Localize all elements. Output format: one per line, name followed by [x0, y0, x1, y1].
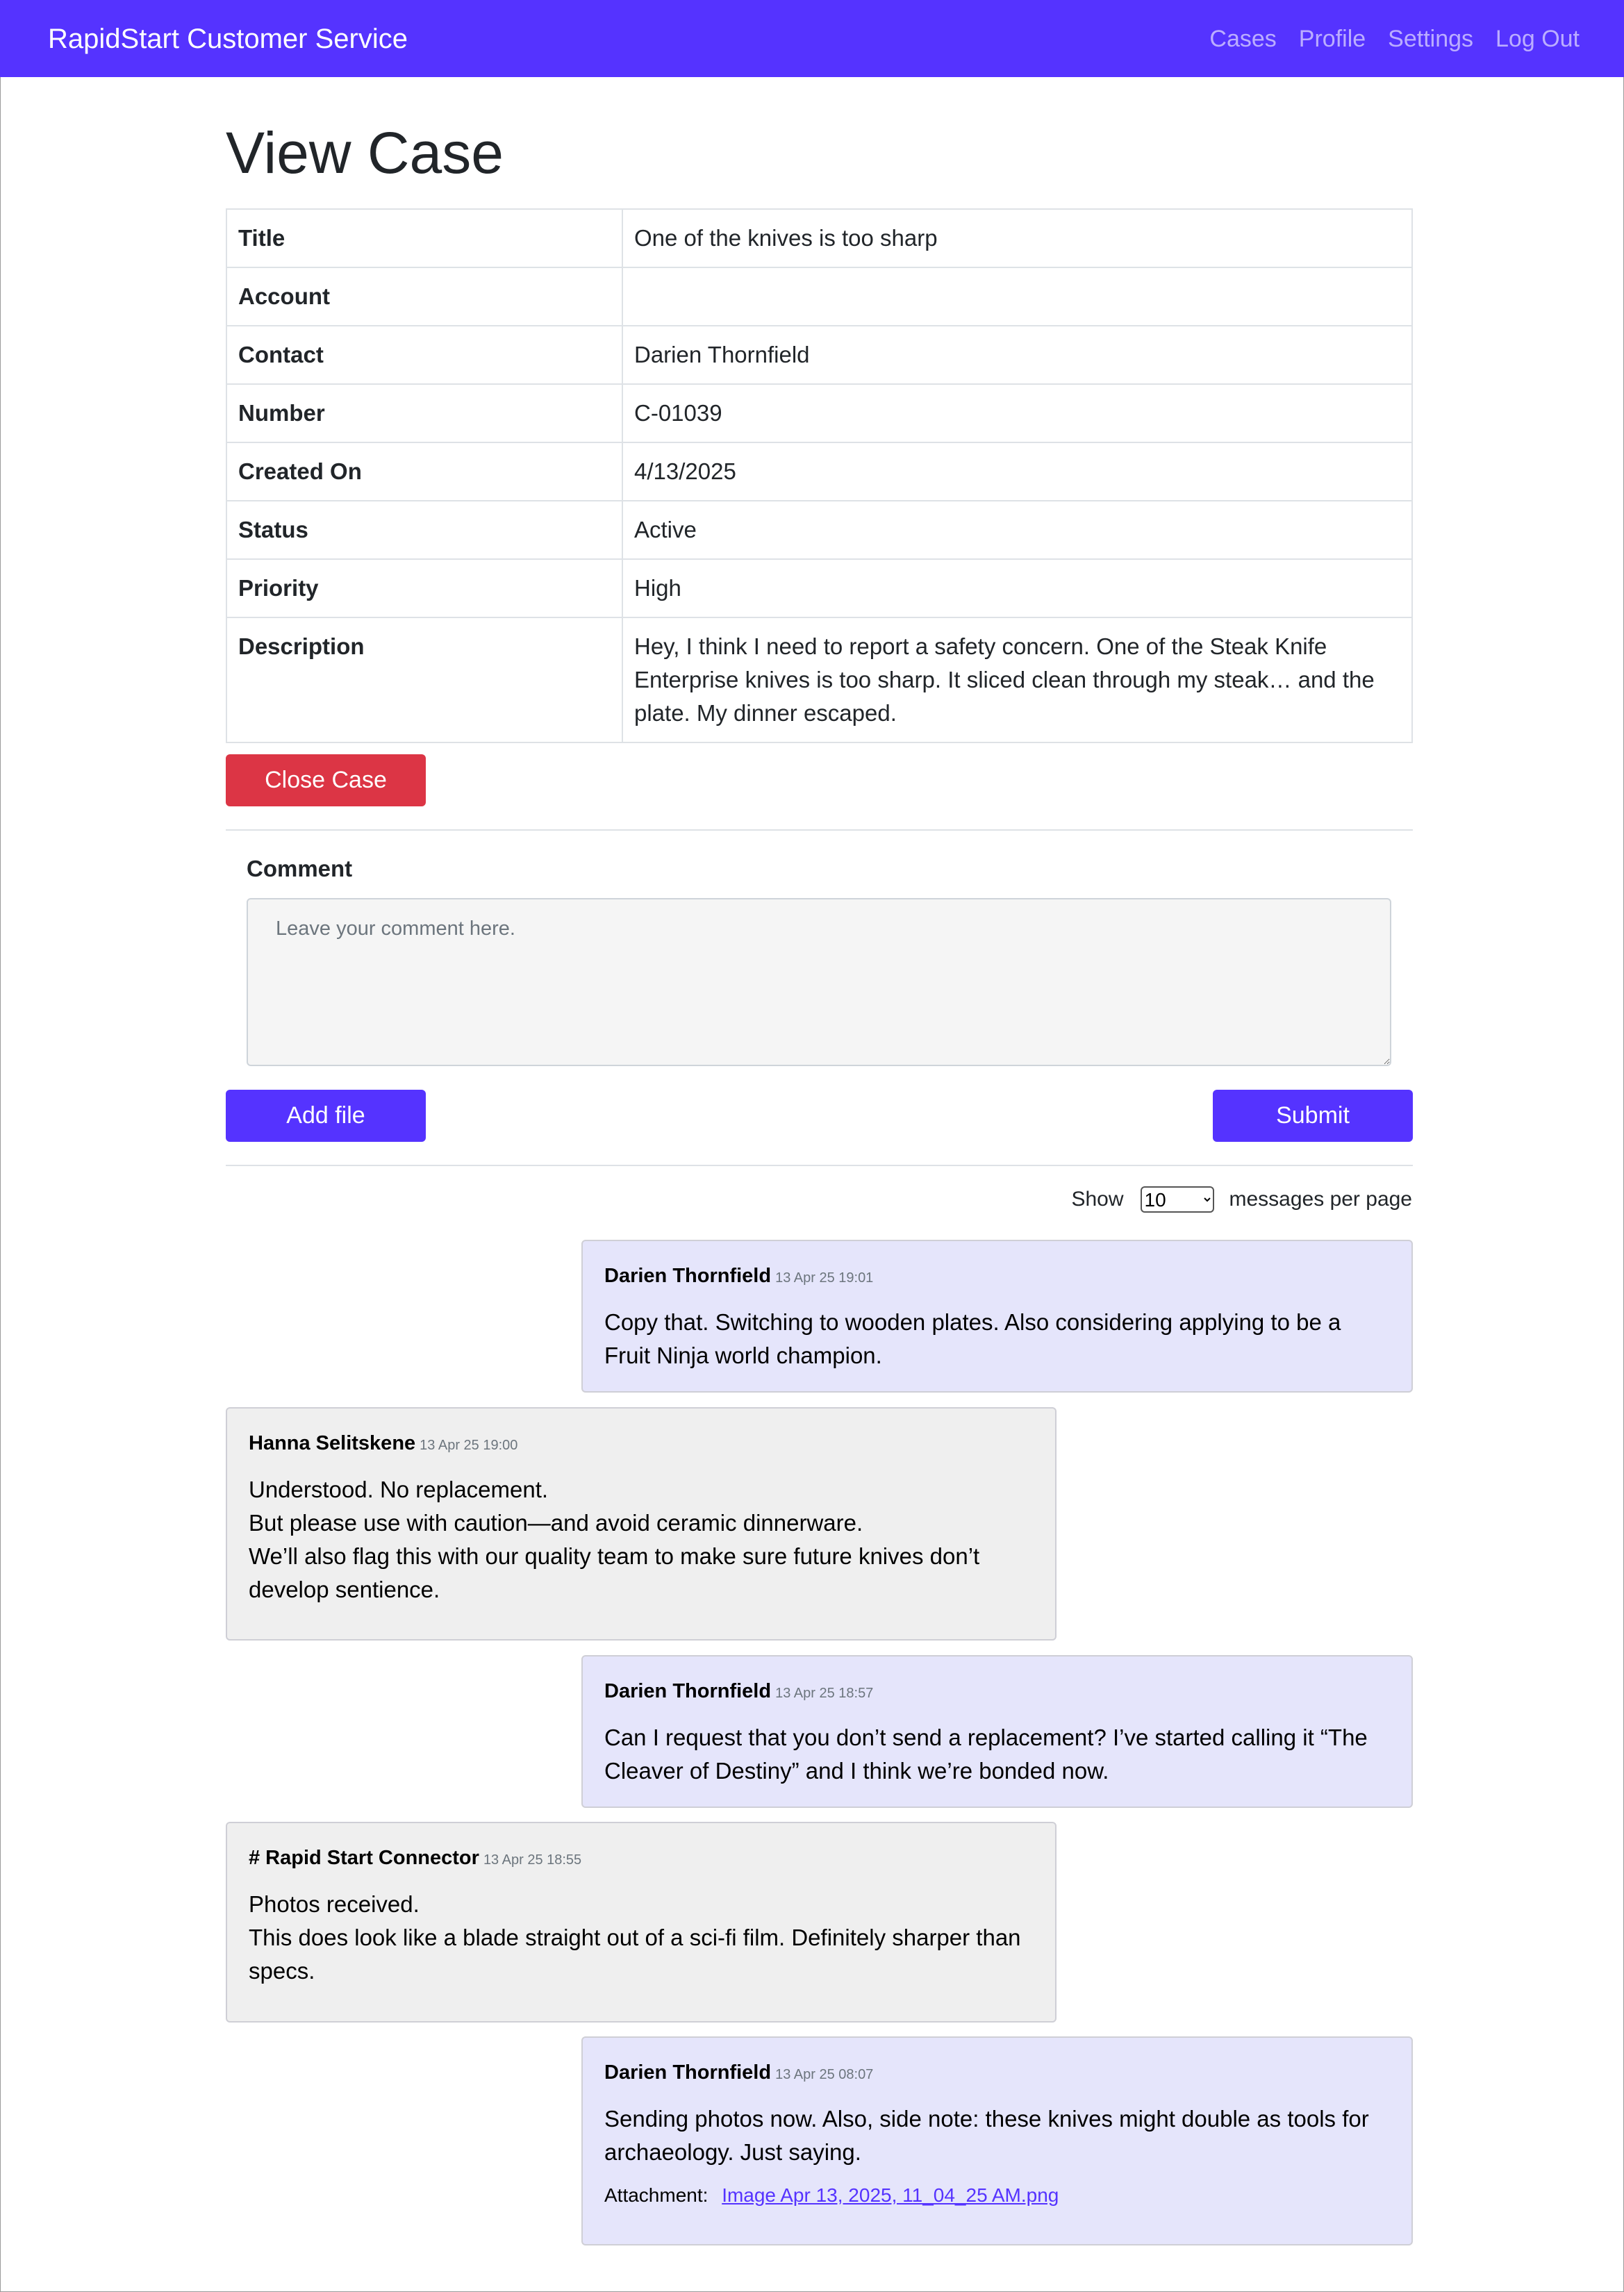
- row-key: Contact: [226, 326, 622, 384]
- row-key: Status: [226, 501, 622, 559]
- message-author: Darien Thornfield: [604, 1265, 772, 1287]
- message-body: Copy that. Switching to wooden plates. Also considering applying to be a Fruit Ninja world champion.: [604, 1309, 1341, 1368]
- nav-settings-link[interactable]: Settings: [1388, 26, 1474, 52]
- nav-profile-link[interactable]: Profile: [1298, 26, 1366, 52]
- message-body: Sending photos now. Also, side note: these knives might double as tools for archaeology. Just saying.: [604, 2106, 1369, 2165]
- row-key: Account: [226, 267, 622, 326]
- row-key: Created On: [226, 442, 622, 501]
- table-row-status: [226, 501, 1412, 559]
- message-card: [581, 1240, 1413, 1393]
- case-details-table: [226, 208, 1413, 743]
- message-card: [581, 1655, 1413, 1808]
- message-author: # Rapid Start Connector: [249, 1847, 479, 1869]
- nav-cases-link[interactable]: Cases: [1209, 26, 1277, 52]
- message-timestamp: 13 Apr 25 18:57: [775, 1686, 874, 1701]
- table-row-description: [226, 617, 1412, 742]
- row-value: Active: [622, 501, 1412, 559]
- nav-links: [1209, 19, 1580, 58]
- per-page-label: messages per page: [1229, 1188, 1412, 1211]
- row-value: [622, 267, 1412, 326]
- row-value: Hey, I think I need to report a safety concern. One of the Steak Knife Enterprise knives is too sharp. It sliced clean through my steak… and the plate. My dinner escaped.: [622, 617, 1412, 742]
- message-timestamp: 13 Apr 25 19:01: [775, 1270, 874, 1286]
- close-case-button[interactable]: Close Case: [226, 754, 426, 806]
- attachment-link[interactable]: Image Apr 13, 2025, 11_04_25 AM.png: [722, 2184, 1059, 2206]
- row-key: Title: [226, 209, 622, 267]
- message-timestamp: 13 Apr 25 18:55: [483, 1852, 582, 1868]
- message-author: Darien Thornfield: [604, 2061, 772, 2084]
- table-row-account: [226, 267, 1412, 326]
- row-value: One of the knives is too sharp: [622, 209, 1412, 267]
- message-body: Can I request that you don’t send a replacement? I’ve started calling it “The Cleaver of Destiny” and I think we’re bonded now.: [604, 1725, 1368, 1784]
- message-card: [226, 1822, 1057, 2023]
- messages-per-page-control: [1071, 1186, 1412, 1213]
- brand-logo[interactable]: RapidStart Customer Service: [48, 24, 408, 54]
- divider: [226, 829, 1413, 831]
- attachment-row: [604, 2184, 1391, 2207]
- attachment-label: Attachment:: [604, 2184, 709, 2206]
- message-author: Hanna Selitskene: [249, 1432, 416, 1454]
- table-row-created-on: [226, 442, 1412, 501]
- submit-button[interactable]: Submit: [1213, 1090, 1413, 1142]
- table-row-priority: [226, 559, 1412, 617]
- comment-textarea[interactable]: [247, 898, 1391, 1066]
- row-key: Priority: [226, 559, 622, 617]
- table-row-contact: [226, 326, 1412, 384]
- row-value: 4/13/2025: [622, 442, 1412, 501]
- row-value: Darien Thornfield: [622, 326, 1412, 384]
- divider: [226, 1165, 1413, 1166]
- row-key: Description: [226, 617, 622, 742]
- message-author: Darien Thornfield: [604, 1680, 772, 1702]
- top-navbar: [0, 0, 1624, 77]
- message-body: Photos received. This does look like a blade straight out of a sci-fi film. Definitely sharper than specs.: [249, 1891, 1021, 1984]
- comment-label: Comment: [247, 856, 353, 881]
- show-label: Show: [1071, 1188, 1124, 1211]
- nav-logout-link[interactable]: Log Out: [1495, 26, 1580, 52]
- row-key: Number: [226, 384, 622, 442]
- page-title: View Case: [226, 120, 504, 185]
- add-file-button[interactable]: Add file: [226, 1090, 426, 1142]
- row-value: C-01039: [622, 384, 1412, 442]
- table-row-title: [226, 209, 1412, 267]
- page-size-select[interactable]: [1141, 1186, 1214, 1213]
- message-timestamp: 13 Apr 25 08:07: [775, 2067, 874, 2082]
- message-card: [581, 2036, 1413, 2245]
- message-body: Understood. No replacement. But please use with caution—and avoid ceramic dinnerware. We’ll also flag this with our quality team to make sure future knives don’t develop sentience.: [249, 1477, 980, 1602]
- message-card: [226, 1407, 1057, 1641]
- table-row-number: [226, 384, 1412, 442]
- row-value: High: [622, 559, 1412, 617]
- message-timestamp: 13 Apr 25 19:00: [420, 1438, 518, 1453]
